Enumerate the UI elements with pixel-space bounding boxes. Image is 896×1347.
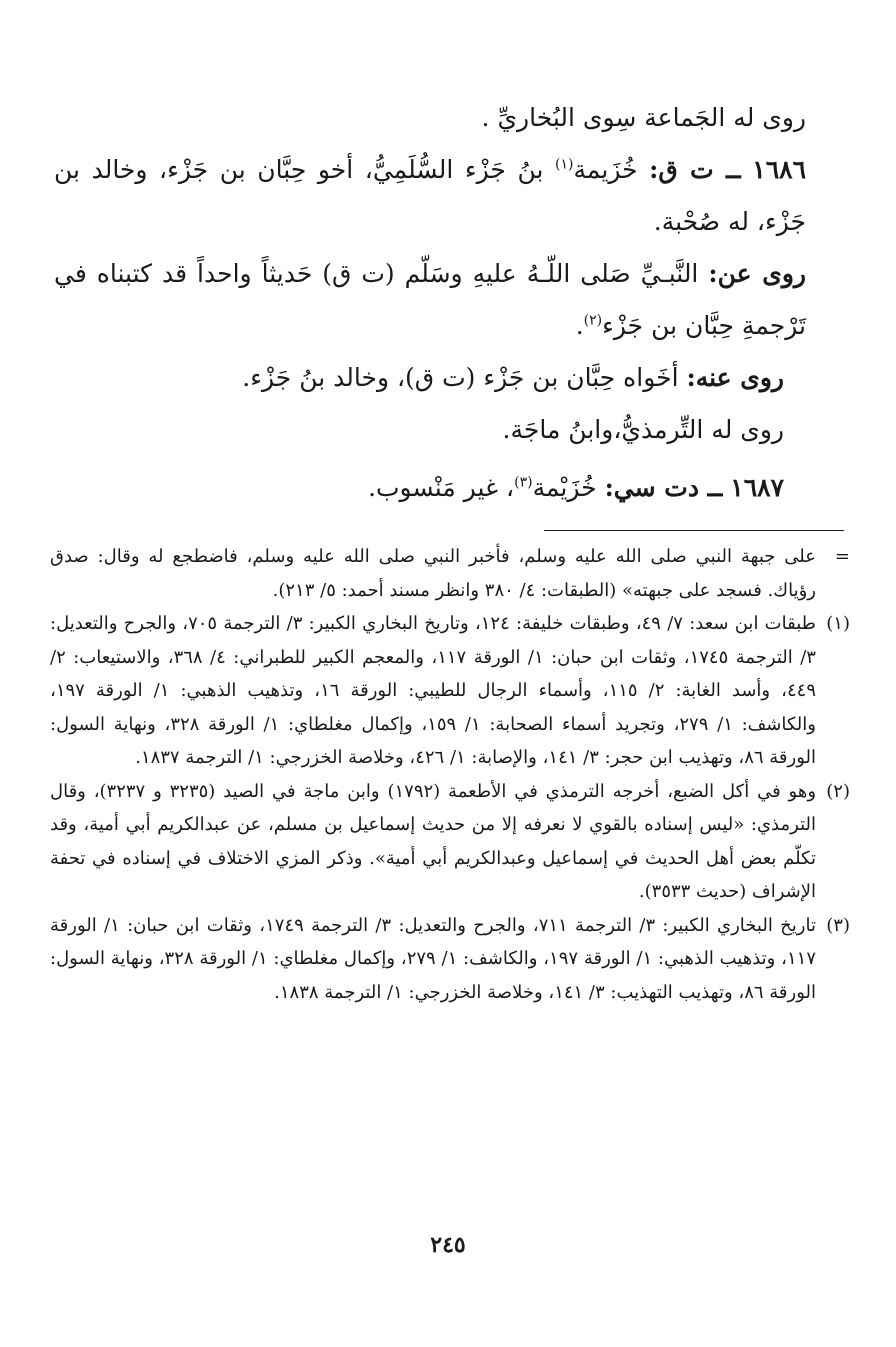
rawa-anhu-label: روى عنه: [686,363,784,392]
footnote-2 [50,775,850,909]
entry-number: ١٦٨٧ [730,473,784,502]
entry-number: ١٦٨٦ [752,155,806,184]
footnote-mark: = [834,546,850,567]
rawa-anhu-text: أخَواه حِبَّان بن جَزْء (ت ق)، وخالد بنُ جَزْء. [242,363,687,392]
text-line: روى له الجَماعة سِوى البُخاريِّ . [481,103,806,132]
rawa-an-paragraph [54,248,844,352]
entry-1687 [54,462,844,514]
entry-name: خُزَيمة [573,155,638,184]
rawa-anhu-paragraph [54,352,844,404]
footnote-mark: (٣) [826,914,850,936]
footnote-text: وهو في أكل الضبع، أخرجه الترمذي في الأطعمة (١٧٩٢) وابن ماجة في الصيد (٣٢٣٥ و ٣٢٣٧)، وقال الترمذي: «ليس إسناده بالقوي لا نعرفه إلا من حديث إسماعيل بن مسلم، عن عبدالكريم أبي أمية، وقد تكلّم بعض أهل الحديث في إسماعيل وعبدالكريم أبي أمية». وذكر المزي الاختلاف في إسناده في تحفة الإشراف (حديث ٣٥٣٣). [50,780,817,902]
main-text [54,92,844,514]
footnote-3 [50,909,850,1010]
entry-codes: ــ ت ق: [649,155,741,184]
footnote-ref[interactable]: (٣) [514,474,533,491]
footnote-mark: (٢) [826,780,850,802]
rawa-an-text: النَّبـيِّ صَلى اللّـهُ عليهِ وسَلّم (ت ق) حَديثاً واحداً قد كتبناه في تَرْجمةِ حِبَّان بن جَزْء [54,259,806,340]
entry-text: ، غير مَنْسوب. [368,473,515,502]
entry-codes: ــ دت سي: [604,473,723,502]
text-line: روى له التِّرمذيُّ،وابنُ ماجَة. [502,415,784,444]
footnote-text: طبقات ابن سعد: ٧/ ٤٩، وطبقات خليفة: ١٢٤، وتاريخ البخاري الكبير: ٣/ الترجمة ٧٠٥، والجرح والتعديل: ٣/ الترجمة ١٧٤٥، وثقات ابن حبان: ١/ الورقة ١١٧، والمعجم الكبير للطبراني: ٤/ ٣٦٨، والاستيعاب: ٢/ ٤٤٩، وأسد الغابة: ٢/ ١١٥، وأسماء الرجال للطيبي: الورقة ١٦، وتذهيب الذهبي: ١/ الورقة ١٩٧، والكاشف: ١/ ٢٧٩، وتجريد أسماء الصحابة: ١/ ١٥٩، وإكمال مغلطاي: ١/ الورقة ٣٢٨، ونهاية السول: الورقة ٨٦، وتهذيب ابن حجر: ٣/ ١٤١، والإصابة: ١/ ٤٢٦، وخلاصة الخزرجي: ١/ الترجمة ١٨٣٧. [50,613,816,768]
entry-text: بنُ جَزْء السُّلَمِيُّ، أخو حِبَّان بن جَزْء، وخالد بن جَزْء، له صُحْبة. [54,155,806,236]
footnote-text: على جبهة النبي صلى الله عليه وسلم، فأخبر النبي صلى الله عليه وسلم، فاضطجع له وقال: صدق رؤياك. فسجد على جبهته» (الطبقات: ٤/ ٣٨٠ وانظر مسند أحمد: ٥/ ٢١٣). [50,546,816,601]
rawa-an-label: روى عن: [708,259,807,288]
entry-name: خُزَيْمة [532,473,597,502]
footnote-ref[interactable]: (٢) [583,312,603,329]
footnote-ref[interactable]: (١) [555,156,574,173]
footnote-text: تاريخ البخاري الكبير: ٣/ الترجمة ٧١١، والجرح والتعديل: ٣/ الترجمة ١٧٤٩، وثقات ابن حبان: ١/ الورقة ١١٧، وتذهيب الذهبي: ١/ الورقة ١٩٧، والكاشف: ١/ ٢٧٩، وإكمال مغلطاي: ١/ الورقة ٣٢٨، ونهاية السول: الورقة ٨٦، وتهذيب التهذيب: ٣/ ١٤١، وخلاصة الخزرجي: ١/ الترجمة ١٨٣٨. [50,914,816,1003]
footnote-divider [544,530,844,531]
footnote-continuation [50,540,850,607]
punctuation: . [575,311,584,340]
footnote-mark: (١) [826,613,850,634]
footnotes [50,540,850,1009]
entry-1686 [54,144,844,248]
footnote-1 [50,607,850,775]
page-number: ٢٤٥ [430,1232,466,1258]
